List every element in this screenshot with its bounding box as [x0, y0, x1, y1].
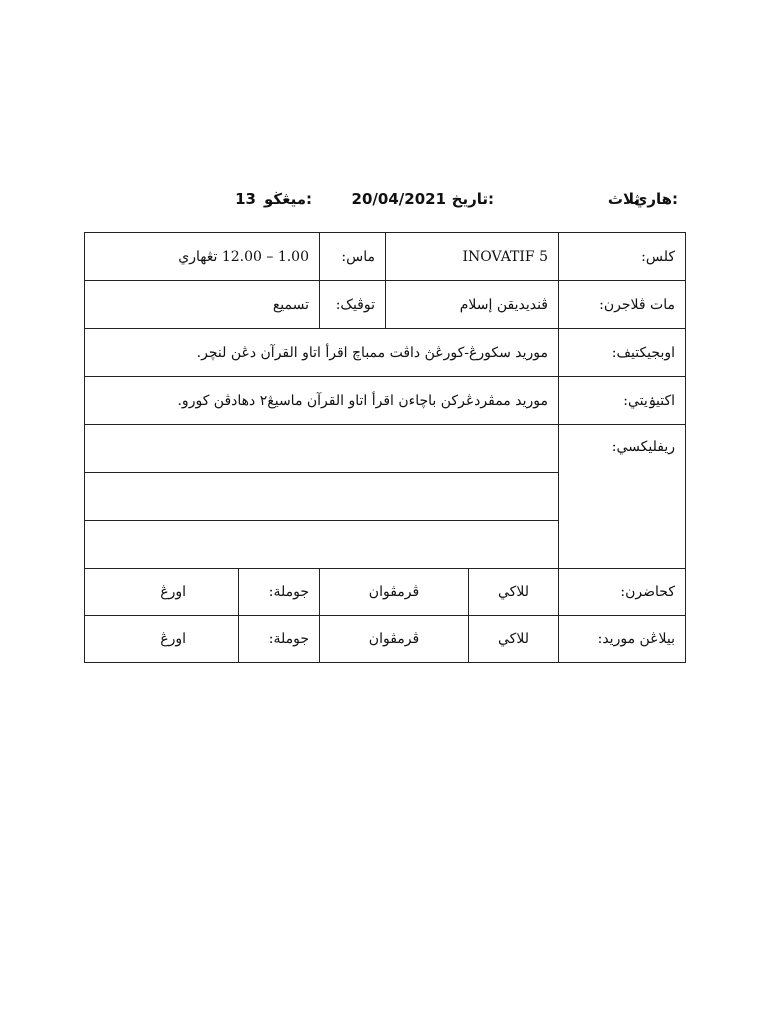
aktiviti-value: موريد ممڤردڠرکن باچاءن اقرأ اتاو القرآن ماسيڠ٢ دهادڤن کورو. — [85, 377, 559, 425]
kehadiran-lelaki: للاکي — [469, 569, 559, 616]
row-kehadiran — [85, 569, 686, 616]
kehadiran-orang: اورڠ — [85, 569, 239, 616]
minggu-value: 13 — [235, 190, 256, 208]
row-objektif — [85, 329, 686, 377]
row-kelas — [85, 233, 686, 281]
refleksi-label: ريفليکسي: — [559, 425, 686, 569]
bilangan-label: بيلاڠن موريد: — [559, 616, 686, 663]
row-mata-pelajaran — [85, 281, 686, 329]
row-refleksi-1 — [85, 425, 686, 473]
header-line — [84, 188, 684, 214]
row-aktiviti — [85, 377, 686, 425]
bilangan-orang: اورڠ — [85, 616, 239, 663]
tarikh-label: تاريخ: — [451, 190, 494, 208]
kelas-value: INOVATIF 5 — [386, 233, 559, 281]
masa-value: 1.00 – 12.00 تڠهاري — [85, 233, 320, 281]
minggu-label: ميڠڬو: — [263, 190, 312, 208]
topik-label: توڤيک: — [320, 281, 386, 329]
kelas-label: كلس: — [559, 233, 686, 281]
mata-pelajaran-label: مات ڤلاجرن: — [559, 281, 686, 329]
kehadiran-jumlah: جوملة: — [239, 569, 320, 616]
bilangan-jumlah: جوملة: — [239, 616, 320, 663]
objektif-value: موريد سکورڠ-کورڠڽ داڤت ممباچ اقرأ اتاو القرآن دڠن لنچر. — [85, 329, 559, 377]
tarikh-value: 20/04/2021 — [351, 190, 446, 208]
masa-label: ماس: — [320, 233, 386, 281]
mata-pelajaran-value: ڤنديديقن إسلام — [386, 281, 559, 329]
bilangan-lelaki: للاکي — [469, 616, 559, 663]
hari-label: هاري: — [633, 190, 678, 208]
hari-value: ثلاث — [607, 190, 640, 208]
objektif-label: اوبجيکتيف: — [559, 329, 686, 377]
refleksi-line-3 — [85, 521, 559, 569]
row-bilangan-murid — [85, 616, 686, 663]
lesson-plan-table — [84, 232, 686, 663]
kehadiran-perempuan: ڤرمڤوان — [320, 569, 469, 616]
refleksi-line-1 — [85, 425, 559, 473]
kehadiran-label: کحاضرن: — [559, 569, 686, 616]
aktiviti-label: اکتيۏيتي: — [559, 377, 686, 425]
bilangan-perempuan: ڤرمڤوان — [320, 616, 469, 663]
refleksi-line-2 — [85, 473, 559, 521]
topik-value: تسميع — [85, 281, 320, 329]
